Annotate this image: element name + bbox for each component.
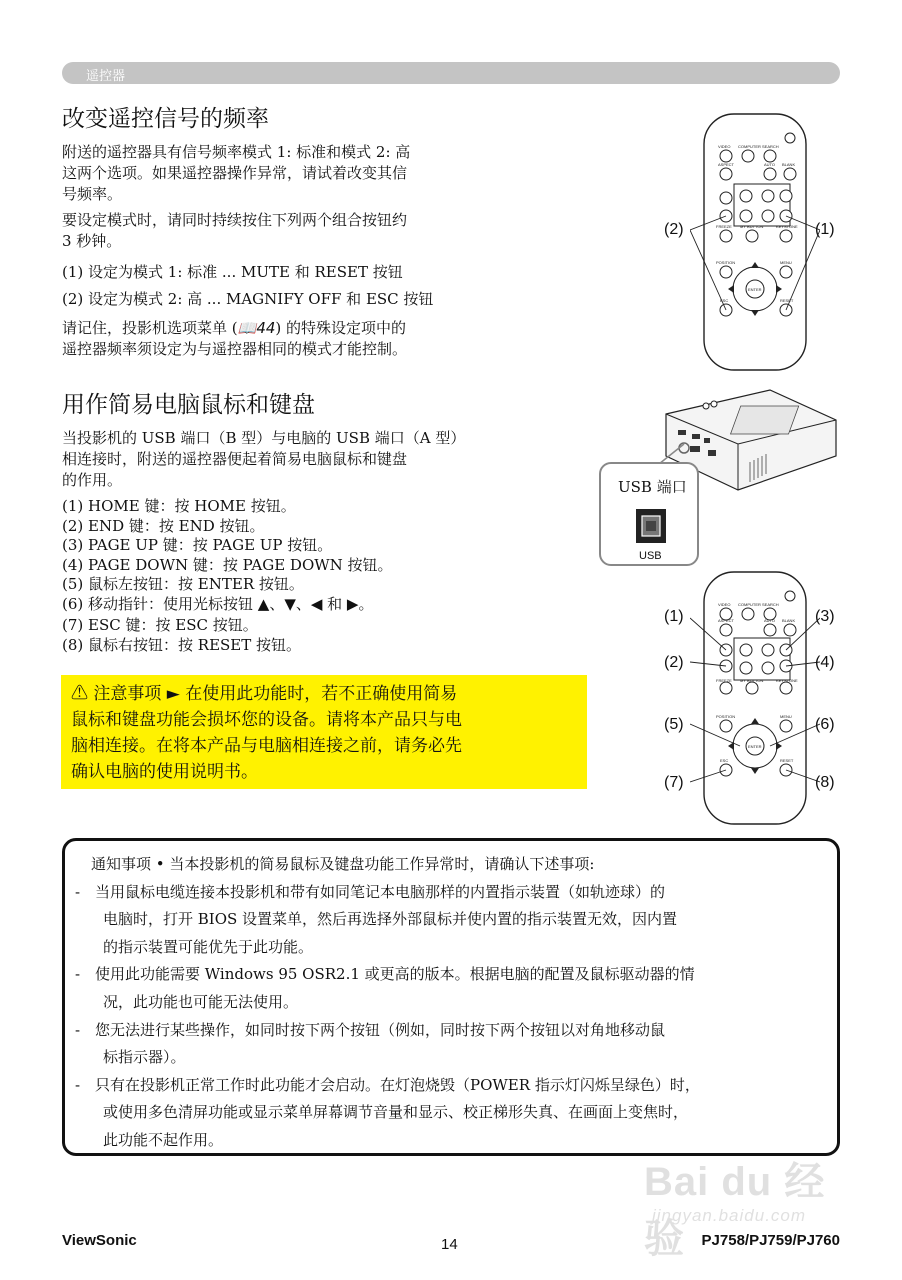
remote-control-figure-1 <box>690 112 820 374</box>
remote-label-video: VIDEO <box>718 144 731 149</box>
remote-label-computer: COMPUTER <box>738 144 761 149</box>
section1-mode-list <box>62 262 433 310</box>
callout-label: (1) <box>664 608 684 625</box>
watermark-url: jingyan.baidu.com <box>652 1206 807 1225</box>
section2-para: 当投影机的 USB 端口（B 型）与电脑的 USB 端口（A 型） 相连接时，附送的遥控器便起着简易电脑鼠标和键盘 的作用。 <box>62 429 466 489</box>
remote-label-video: VIDEO <box>718 602 731 607</box>
section2-title: 用作简易电脑鼠标和键盘 <box>62 392 315 418</box>
usb-port-icon <box>635 508 667 544</box>
watermark-text: Bai du 经验 <box>644 1160 826 1261</box>
list-item: (8) 鼠标右按钮：按 RESET 按钮。 <box>62 635 302 654</box>
section2-key-list <box>62 497 393 655</box>
remote-control-figure-2 <box>690 570 820 826</box>
callout-label: (5) <box>664 716 684 733</box>
remote-label-enter: ENTER <box>748 744 762 749</box>
remote-label-position: POSITION <box>716 714 736 719</box>
remote-label-keystone: KEYSTONE <box>776 224 798 229</box>
section1-reference: 请记住，投影机选项菜单 (📖44) 的特殊设定项中的 遥控器频率须设定为与遥控器相同的模式才能控制。 <box>62 319 408 358</box>
callout-label: (3) <box>815 608 835 625</box>
remote-label-freeze: FREEZE <box>716 224 732 229</box>
remote-label-menu: MENU <box>780 260 792 265</box>
list-item: (4) PAGE DOWN 键：按 PAGE DOWN 按钮。 <box>62 555 393 574</box>
remote-label-blank: BLANK <box>782 162 796 167</box>
callout-label: (7) <box>664 774 684 791</box>
footer-brand: ViewSonic <box>62 1232 137 1249</box>
remote-label-auto: AUTO <box>764 618 776 623</box>
list-item: (6) 移动指针：使用光标按钮 ▲、▼、◀ 和 ▶。 <box>62 594 374 613</box>
remote-label-reset: RESET <box>780 758 794 763</box>
remote-label-search: SEARCH <box>762 602 779 607</box>
list-item: (1) HOME 键：按 HOME 按钮。 <box>62 497 296 515</box>
remote-label-blank: BLANK <box>782 618 796 623</box>
section-header-bar <box>62 62 840 84</box>
usb-port-label: USB 端口 <box>618 478 687 496</box>
usb-port-callout <box>599 462 699 566</box>
list-item: (2) 设定为模式 2: 高 ... MAGNIFY OFF 和 ESC 按钮 <box>62 290 434 308</box>
manual-book-icon: 📖 <box>237 319 257 337</box>
remote-label-menu: MENU <box>780 714 792 719</box>
remote-label-position: POSITION <box>716 260 736 265</box>
remote-label-reset: RESET <box>780 298 794 303</box>
list-item: (5) 鼠标左按钮：按 ENTER 按钮。 <box>62 575 304 593</box>
usb-label: USB <box>639 550 662 562</box>
list-item: (1) 设定为模式 1: 标准 ... MUTE 和 RESET 按钮 <box>62 263 403 281</box>
remote-label-esc: ESC <box>720 298 729 303</box>
list-item: (2) END 键：按 END 按钮。 <box>62 516 265 535</box>
caution-box: ⚠ 注意事项 ► 在使用此功能时，若不正确使用简易 鼠标和键盘功能会损坏您的设备。请将本产品只与电 脑相连接。在将本产品与电脑相连接之前，请务必先 确认电脑的使用说明书。 <box>61 675 587 789</box>
remote-label-my-button: MY BUTTON <box>740 224 764 229</box>
list-item: (7) ESC 键：按 ESC 按钮。 <box>62 616 258 634</box>
remote-label-aspect: ASPECT <box>718 162 735 167</box>
remote-label-search: SEARCH <box>762 144 779 149</box>
section1-para1: 附送的遥控器具有信号频率模式 1: 标准和模式 2: 高 这两个选项。如果遥控器操作异常，请试着改变其信 号频率。 <box>62 143 411 203</box>
notice-box: 通知事项 • 当本投影机的简易鼠标及键盘功能工作异常时，请确认下述事项: - 当用鼠标电缆连接本投影机和带有如同笔记本电脑那样的内置指示装置（如轨迹球）的 电脑时，打开 BIOS 设置菜单，然后再选择外部鼠标并使内置的指示装置无效，因内置 的指示装置可能优先于此功能。 - 使用此功能需要 Windows 95 OSR2.1 或更高的版本。根据电脑的配置及鼠标驱动器的情 况，此功能也可能无法使用。 - 您无法进行某些操作，如同时按下两个按钮（例如，同时按下两个按钮以对角地移动鼠 标指示器）。 - 只有在投影机正常工作时此功能才会启动。在灯泡烧毁（POWER 指示灯闪烁呈绿色）时， 或使用多色清屏功能或显示菜单屏幕调节音量和显示、校正梯形失真、在画面上变焦时， 此功能不起作用。 <box>62 838 840 1156</box>
remote-label-aspect: ASPECT <box>718 618 735 623</box>
section-label: 遥控器 <box>86 69 126 84</box>
section1-title: 改变遥控信号的频率 <box>62 106 269 132</box>
remote-label-keystone: KEYSTONE <box>776 678 798 683</box>
callout-label: (2) <box>664 221 684 238</box>
footer-model: PJ758/PJ759/PJ760 <box>701 1232 840 1249</box>
callout-label: (6) <box>815 716 835 733</box>
remote-label-my-button: MY BUTTON <box>740 678 764 683</box>
remote-label-freeze: FREEZE <box>716 678 732 683</box>
remote-label-esc: ESC <box>720 758 729 763</box>
remote-label-auto: AUTO <box>764 162 776 167</box>
notice-title: 通知事项 • 当本投影机的简易鼠标及键盘功能工作异常时，请确认下述事项: <box>91 855 595 873</box>
remote-label-computer: COMPUTER <box>738 602 761 607</box>
callout-label: (2) <box>664 654 684 671</box>
section1-para2: 要设定模式时，请同时持续按住下列两个组合按钮约 3 秒钟。 <box>62 211 408 250</box>
callout-label: (4) <box>815 654 835 671</box>
list-item: (3) PAGE UP 键：按 PAGE UP 按钮。 <box>62 536 333 554</box>
callout-label: (1) <box>815 221 835 238</box>
page-reference-link[interactable]: 44 <box>256 319 276 337</box>
callout-label: (8) <box>815 774 835 791</box>
remote-label-enter: ENTER <box>748 287 762 292</box>
page-number: 14 <box>441 1236 458 1253</box>
